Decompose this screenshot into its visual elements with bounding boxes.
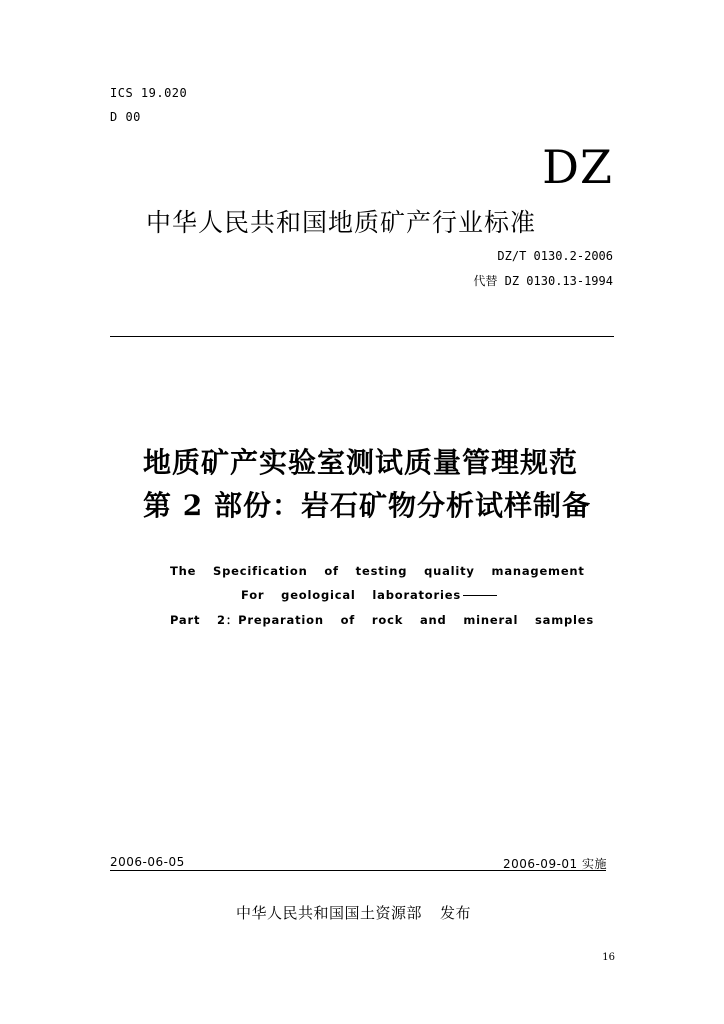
dz-logo: DZ	[542, 140, 613, 194]
implementation-date: 2006-09-01 实施	[502, 857, 607, 871]
em-dash-rule	[463, 595, 497, 596]
publisher-name: 中华人民共和国国土资源部	[236, 904, 423, 922]
publisher-action: 发布	[440, 904, 472, 922]
english-title-line-2	[241, 588, 497, 602]
document-title-line-1: 地质矿产实验室测试质量管理规范	[143, 446, 579, 479]
publisher-line	[236, 902, 471, 923]
english-title-line-3: Part 2：Preparation of rock and mineral samples	[170, 613, 595, 627]
standard-number: DZ/T 0130.2-2006	[497, 249, 613, 263]
ics-code: ICS 19.020	[110, 86, 188, 100]
header-divider	[110, 336, 614, 337]
date-divider	[110, 870, 606, 871]
standard-title: 中华人民共和国地质矿产行业标准	[146, 208, 537, 237]
issue-date: 2006-06-05	[110, 855, 185, 869]
page-number: 16	[602, 952, 615, 963]
replaces-standard: 代替 DZ 0130.13-1994	[473, 274, 613, 288]
english-title-line-1: The Specification of testing quality management	[170, 564, 585, 578]
classification-code: D 00	[110, 110, 141, 124]
english-title-line-2-text: For geological laboratories	[241, 588, 461, 602]
document-title-line-2: 第 2 部份：岩石矿物分析试样制备	[143, 489, 591, 522]
